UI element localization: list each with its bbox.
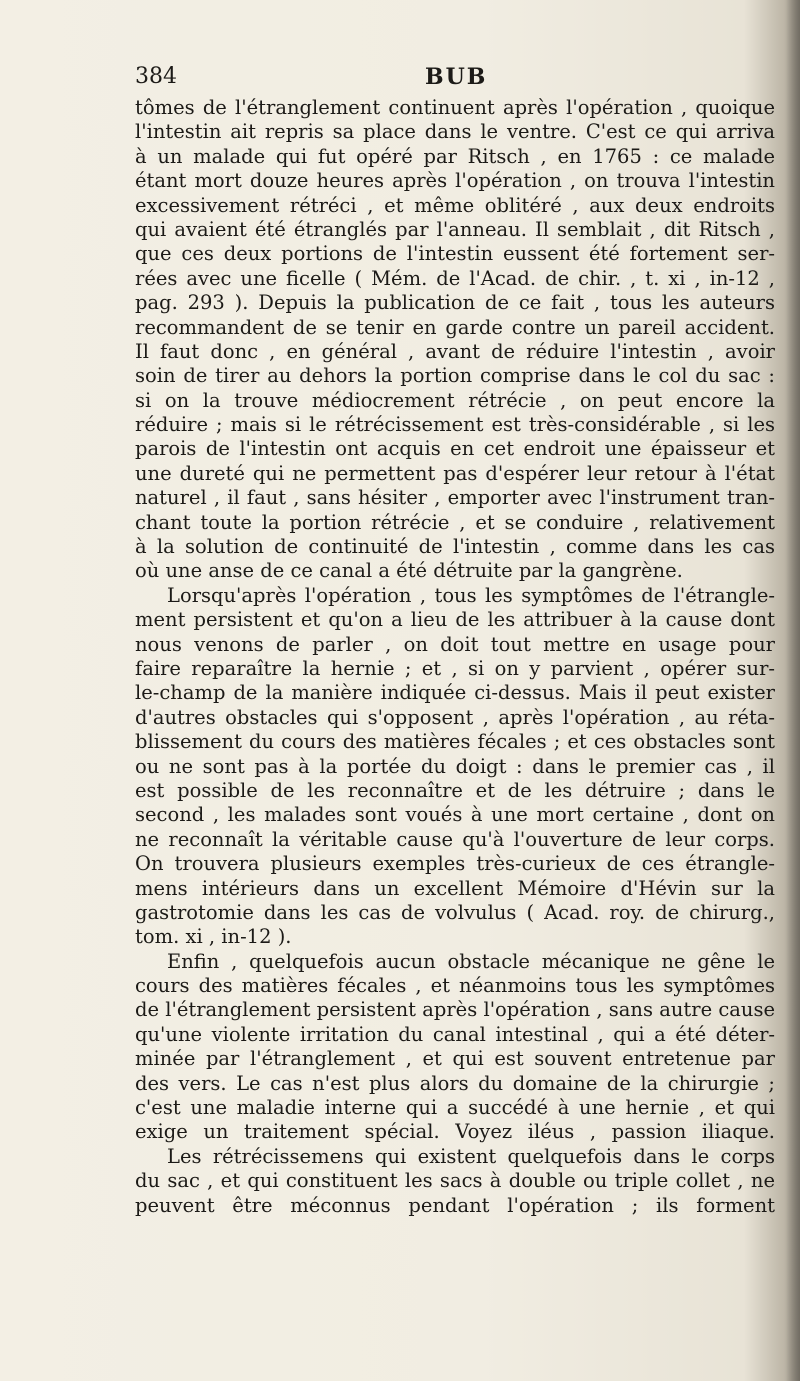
text-line: où une anse de ce canal a été détruite par la gangrène. bbox=[135, 559, 683, 583]
text-line: est possible de les reconnaître et de les détruire ; dans le bbox=[135, 778, 775, 802]
page-number: 384 bbox=[135, 64, 177, 89]
text-line: réduire ; mais si le rétrécissement est très-considérable , si les bbox=[135, 413, 775, 437]
text-line: étant mort douze heures après l'opération , on trouva l'intestin bbox=[135, 169, 775, 193]
text-line: exige un traitement spécial. Voyez iléus , passion iliaque. bbox=[135, 1120, 775, 1144]
text-line: que ces deux portions de l'intestin eussent été fortement ser- bbox=[135, 242, 775, 266]
text-line: qu'une violente irritation du canal intestinal , qui a été déter- bbox=[135, 1022, 775, 1046]
text-line: c'est une maladie interne qui a succédé à une hernie , et qui bbox=[135, 1096, 775, 1120]
text-line: second , les malades sont voués à une mort certaine , dont on bbox=[135, 803, 775, 827]
text-line: parois de l'intestin ont acquis en cet endroit une épaisseur et bbox=[135, 437, 775, 461]
text-line: recommandent de se tenir en garde contre un pareil accident. bbox=[135, 315, 775, 339]
text-line: pag. 293 ). Depuis la publication de ce fait , tous les auteurs bbox=[135, 291, 775, 315]
page-header bbox=[135, 64, 775, 94]
text-line: chant toute la portion rétrécie , et se conduire , relativement bbox=[135, 510, 775, 534]
text-line: gastrotomie dans les cas de volvulus ( Acad. roy. de chirurg., bbox=[135, 900, 775, 924]
text-line: rées avec une ficelle ( Mém. de l'Acad. de chir. , t. xi , in-12 , bbox=[135, 266, 775, 290]
text-line: Lorsqu'après l'opération , tous les symptômes de l'étrangle- bbox=[167, 583, 775, 607]
text-line: des vers. Le cas n'est plus alors du domaine de la chirurgie ; bbox=[135, 1071, 775, 1095]
text-line: tom. xi , in-12 ). bbox=[135, 925, 292, 949]
page-fold-shadow bbox=[786, 0, 800, 1381]
text-line: On trouvera plusieurs exemples très-curieux de ces étrangle- bbox=[135, 852, 775, 876]
text-line: minée par l'étranglement , et qui est souvent entretenue par bbox=[135, 1047, 775, 1071]
text-line: cours des matières fécales , et néanmoins tous les symptômes bbox=[135, 974, 775, 998]
text-line: peuvent être méconnus pendant l'opération ; ils forment bbox=[135, 1193, 775, 1217]
text-line: une dureté qui ne permettent pas d'espérer leur retour à l'état bbox=[135, 461, 775, 485]
text-line: l'intestin ait repris sa place dans le ventre. C'est ce qui arriva bbox=[135, 120, 775, 144]
text-line: soin de tirer au dehors la portion comprise dans le col du sac : bbox=[135, 364, 775, 388]
text-line: Il faut donc , en général , avant de réduire l'intestin , avoir bbox=[135, 339, 775, 363]
text-line: à la solution de continuité de l'intestin , comme dans les cas bbox=[135, 535, 775, 559]
text-line: nous venons de parler , on doit tout mettre en usage pour bbox=[135, 632, 775, 656]
text-line: ne reconnaît la véritable cause qu'à l'ouverture de leur corps. bbox=[135, 827, 775, 851]
text-line: du sac , et qui constituent les sacs à double ou triple collet , ne bbox=[135, 1169, 775, 1193]
text-line: le-champ de la manière indiquée ci-dessus. Mais il peut exister bbox=[135, 681, 775, 705]
text-line: à un malade qui fut opéré par Ritsch , en 1765 : ce malade bbox=[135, 144, 775, 168]
text-line: de l'étranglement persistent après l'opération , sans autre cause bbox=[135, 998, 775, 1022]
text-line: naturel , il faut , sans hésiter , emporter avec l'instrument tran- bbox=[135, 486, 775, 510]
text-line: Enfin , quelquefois aucun obstacle mécanique ne gêne le bbox=[167, 949, 775, 973]
text-line: faire reparaître la hernie ; et , si on y parvient , opérer sur- bbox=[135, 656, 775, 680]
text-line: mens intérieurs dans un excellent Mémoire d'Hévin sur la bbox=[135, 876, 775, 900]
text-line: ment persistent et qu'on a lieu de les attribuer à la cause dont bbox=[135, 608, 775, 632]
text-line: excessivement rétréci , et même oblitéré , aux deux endroits bbox=[135, 193, 775, 217]
text-line: qui avaient été étranglés par l'anneau. Il semblait , dit Ritsch , bbox=[135, 217, 775, 241]
text-line: si on la trouve médiocrement rétrécie , on peut encore la bbox=[135, 388, 775, 412]
text-line: tômes de l'étranglement continuent après l'opération , quoique bbox=[135, 96, 775, 119]
text-line: Les rétrécissemens qui existent quelquefois dans le corps bbox=[167, 1144, 775, 1168]
text-line: d'autres obstacles qui s'opposent , après l'opération , au réta- bbox=[135, 705, 775, 729]
text-line: blissement du cours des matières fécales ; et ces obstacles sont bbox=[135, 730, 775, 754]
body-text bbox=[135, 96, 775, 1218]
running-head: BUB bbox=[425, 64, 488, 90]
text-line: ou ne sont pas à la portée du doigt : dans le premier cas , il bbox=[135, 754, 775, 778]
